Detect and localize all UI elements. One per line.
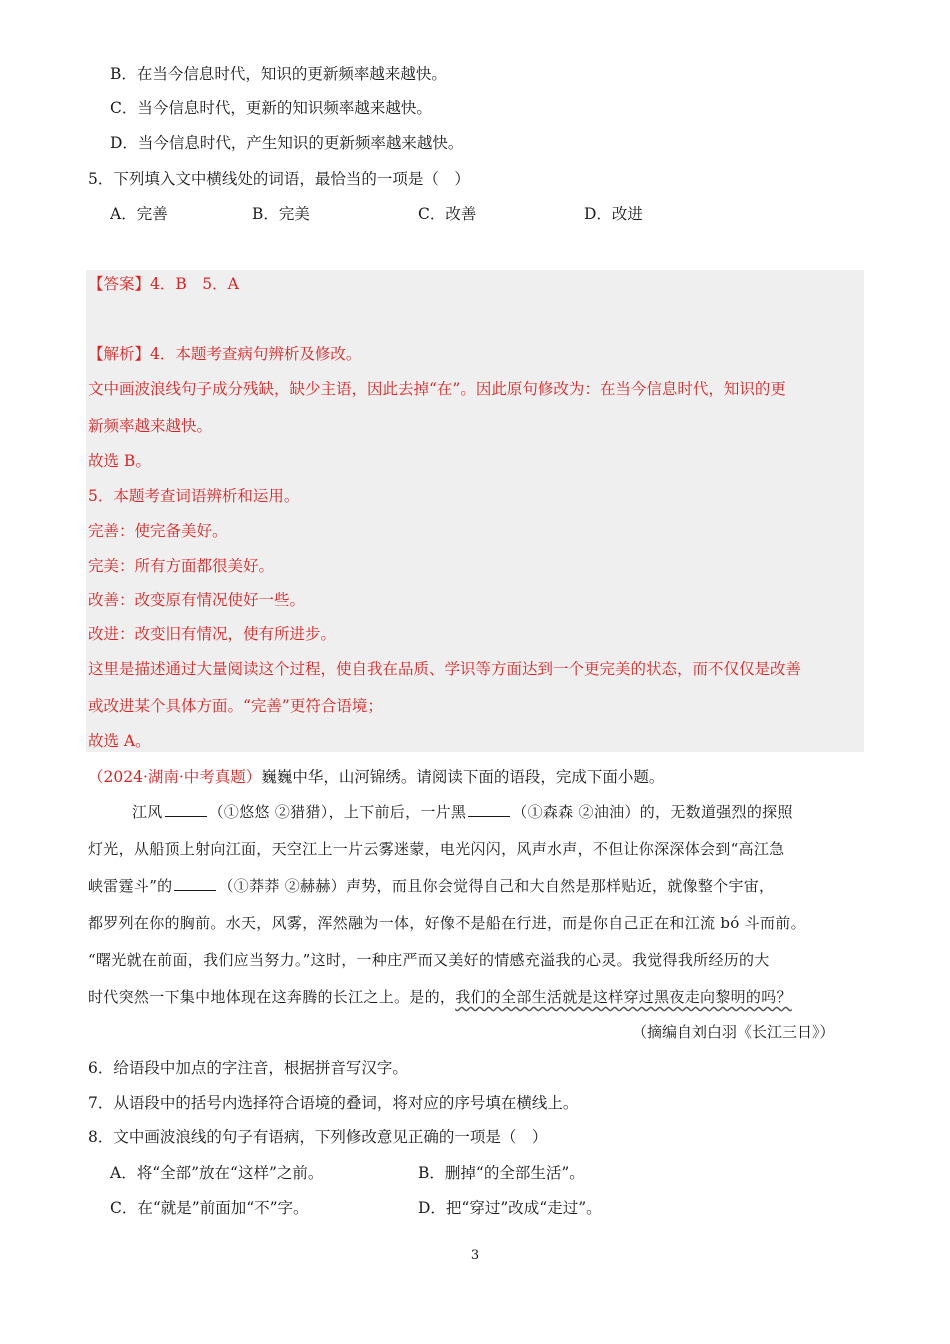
analysis-line [88,344,361,364]
question-8-stem: 8．文中画波浪线的句子有语病，下列修改意见正确的一项是（ ） [88,1128,548,1146]
section-intro [88,767,664,787]
question-7: 7．从语段中的括号内选择符合语境的叠词，将对应的序号填在横线上。 [88,1094,579,1112]
analysis-q4-pick: 故选 B。 [88,452,151,470]
answer-tag: 【答案】 [88,275,151,293]
question-5-stem: 5．下列填入文中横线处的词语，最恰当的一项是（ ） [88,170,470,188]
passage-text: （①莽莽 ②赫赫）声势，而且你会觉得自己和大自然是那样贴近，就像整个宇宙， [218,877,775,895]
blank-3 [174,876,216,891]
q8-choice-b: B．删掉“的全部生活”。 [418,1164,585,1182]
option-b: B．在当今信息时代，知识的更新频率越来越快。 [110,65,447,83]
passage-text: 江风 [132,803,163,821]
intro-text: 巍巍中华，山河锦绣。请阅读下面的语段，完成下面小题。 [261,768,665,786]
passage-line-6 [88,987,792,1007]
q5-choice-a: A．完善 [110,205,168,223]
analysis-q4-head: 4．本题考查病句辨析及修改。 [150,345,362,363]
citation: （摘编自刘白羽《长江三日》） [632,1023,835,1041]
passage-text: 峡雷霆斗”的 [88,877,173,895]
blank-1 [165,802,207,817]
source-label: （2024·湖南·中考真题） [88,768,262,786]
analysis-q5-head: 5．本题考查词语辨析和运用。 [88,487,300,505]
passage-line-4: 都罗列在你的胸前。水天，风雾，浑然融为一体，好像不是船在行进，而是你自己正在和江流 bó 斗而前。 [88,914,806,932]
analysis-word-3: 改善：改变原有情况使好一些。 [88,591,306,609]
analysis-q5-pick: 故选 A。 [88,732,151,750]
analysis-tag: 【解析】 [88,345,151,363]
analysis-q5-body-1: 这里是描述通过大量阅读这个过程，使自我在品质、学识等方面达到一个更完美的状态，而不仅仅是改善 [88,660,802,678]
option-c: C．当今信息时代，更新的知识频率越来越快。 [110,99,432,117]
q5-choice-b: B．完美 [252,205,310,223]
passage-line-2: 灯光，从船顶上射向江面，天空江上一片云雾迷蒙，电光闪闪，风声水声，不但让你深深体会到“高江急 [88,840,785,858]
passage-text: （①森森 ②油油）的，无数道强烈的探照 [512,803,793,821]
analysis-word-1: 完善：使完备美好。 [88,522,228,540]
q8-choice-c: C．在“就是”前面加“不”字。 [110,1199,309,1217]
question-6: 6．给语段中加点的字注音，根据拼音写汉字。 [88,1059,408,1077]
page-number: 3 [470,1248,480,1263]
passage-line-1 [132,802,793,822]
analysis-word-4: 改进：改变旧有情况，使有所进步。 [88,625,337,643]
wavy-underlined-sentence: 我们的全部生活就是这样穿过黑夜走向黎明的吗？ [455,988,792,1006]
q5-choice-d: D．改进 [584,205,643,223]
q5-choice-c: C．改善 [418,205,477,223]
blank-2 [468,802,510,817]
passage-text: （①悠悠 ②猎猎），上下前后，一片黑 [208,803,467,821]
q8-choice-a: A．将“全部”放在“这样”之前。 [110,1164,324,1182]
analysis-q5-body-2: 或改进某个具体方面。“完善”更符合语境； [88,697,383,715]
passage-line-3 [88,876,774,896]
answer-line [88,274,239,294]
analysis-q4-body-2: 新频率越来越快。 [88,417,213,435]
passage-text: 时代突然一下集中地体现在这奔腾的长江之上。是的， [88,988,456,1006]
analysis-word-2: 完美：所有方面都很美好。 [88,557,275,575]
analysis-q4-body-1: 文中画波浪线句子成分残缺，缺少主语，因此去掉“在”。因此原句修改为：在当今信息时代，知识的更 [88,380,786,398]
answer-analysis-box [86,270,864,752]
q8-choice-d: D．把“穿过”改成“走过”。 [418,1199,602,1217]
answer-text: 4．B 5．A [150,275,239,293]
passage-line-5: “曙光就在前面，我们应当努力。”这时，一种庄严而又美好的情感充溢我的心灵。我觉得我所经历的大 [88,951,770,969]
option-d: D．当今信息时代，产生知识的更新频率越来越快。 [110,134,464,152]
